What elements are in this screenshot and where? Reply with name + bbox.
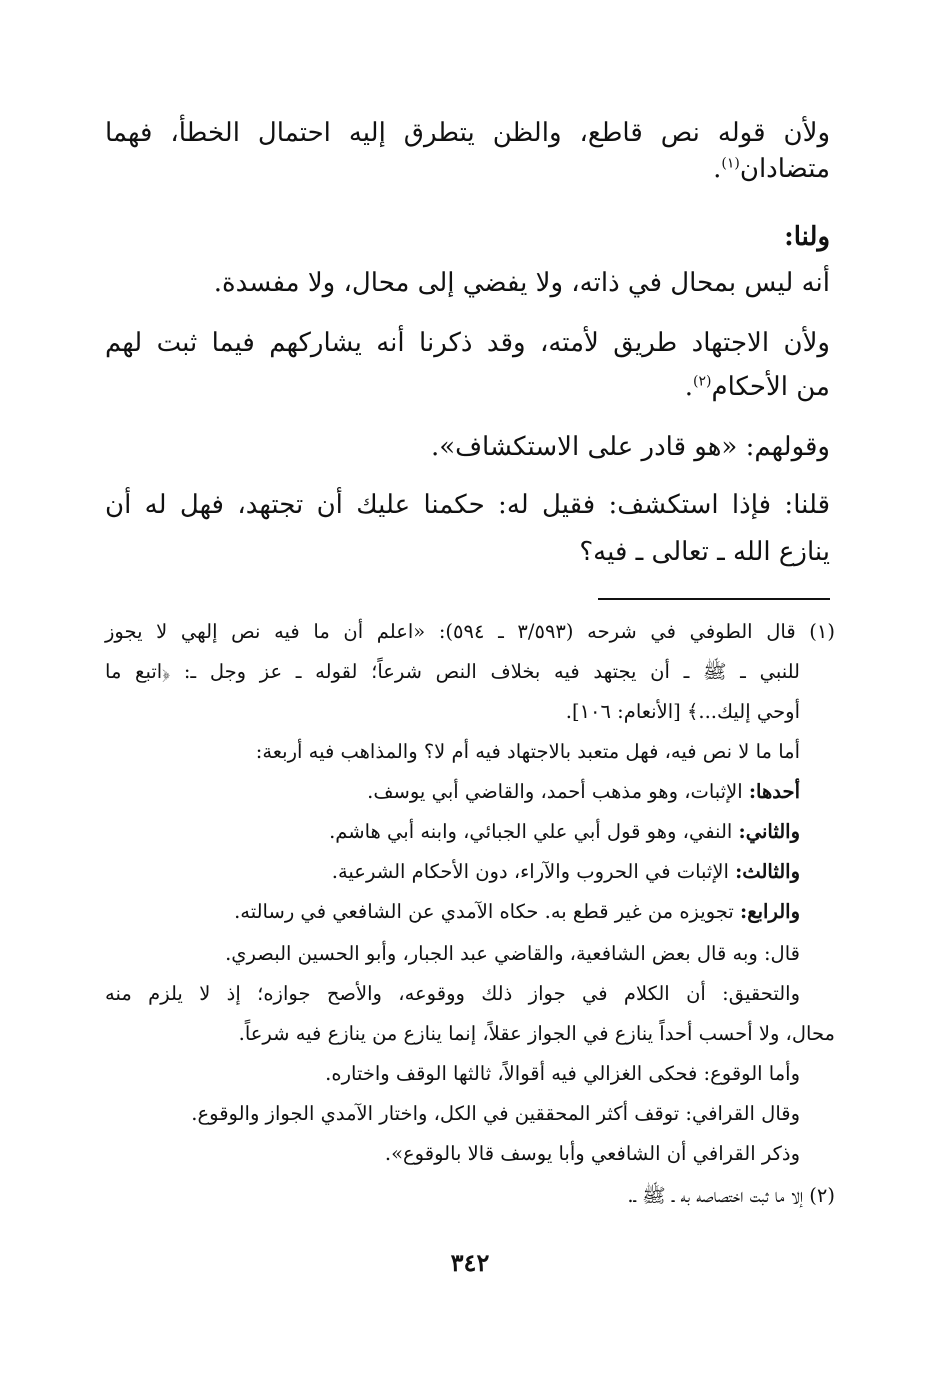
footnote-1-line-13: وقال القرافي: توقف أكثر المحققين في الكل، واختار الآمدي الجواز والوقوع.: [191, 1102, 800, 1125]
footnote-ref-1: (١): [721, 155, 740, 172]
main-paragraph-3-line-1: [105, 328, 830, 358]
main-text-line: ولأن الاجتهاد طريق لأمته، وقد ذكرنا أنه يشاركهم فيما ثبت لهم: [105, 328, 830, 358]
main-text-line: ولأن قوله نص قاطع، والظن يتطرق إليه احتمال الخطأ، فهما: [105, 118, 830, 148]
main-paragraph-3-line-2: [685, 372, 830, 402]
punctuation: .: [684, 372, 694, 402]
page-number: ٣٤٢: [450, 1248, 490, 1277]
footnote-separator: [598, 598, 830, 600]
footnote-1-line-12: وأما الوقوع: فحكى الغزالي فيه أقوالاً، ثالثها الوقف واختاره.: [325, 1062, 800, 1085]
footnote-1-line-2: للنبي ـ ﷺ ـ أن يجتهد فيه بخلاف النص شرعاً؛ لقوله ـ عز وجل ـ: ﴿اتبع ما: [105, 660, 800, 683]
main-paragraph-5-line-2: ينازع الله ـ تعالى ـ فيه؟: [579, 537, 830, 567]
footnote-1-line-10: والتحقيق: أن الكلام في جواز ذلك ووقوعه، والأصح جوازه؛ إذ لا يلزم منه: [105, 982, 800, 1005]
footnote-1-line-6: [329, 820, 800, 843]
main-text-line: من الأحكام: [711, 372, 830, 402]
footnote-1-line-5: [367, 780, 800, 803]
heading-lana: ولنا:: [784, 222, 830, 252]
main-text-line: متضادان: [739, 154, 830, 184]
main-paragraph-4: وقولهم: «هو قادر على الاستكشاف».: [430, 432, 830, 462]
footnote-1-line-1: (١) قال الطوفي في شرحه (٣/٥٩٣ ـ ٥٩٤): «اعلم أن ما فيه نص إلهي لا يجوز: [105, 620, 835, 643]
footnote-1-line-8: [234, 900, 800, 923]
footnote-label: والثالث:: [735, 860, 800, 883]
footnote-2: (٢) إلا ما ثبت اختصاصه به ـ ﷺ ـ.: [627, 1184, 835, 1207]
footnote-text: تجويزه من غير قطع به. حكاه الآمدي عن الشافعي في رسالته.: [234, 900, 734, 923]
footnote-1-line-3: أوحي إليك...﴾ [الأنعام: ١٠٦].: [565, 700, 800, 723]
punctuation: .: [713, 154, 722, 184]
footnote-1-line-11: محال، ولا أحسب أحداً ينازع في الجواز عقلاً، إنما ينازع من ينازع فيه شرعاً.: [238, 1022, 835, 1045]
footnote-label: أحدها:: [748, 780, 800, 803]
footnote-text: النفي، وهو قول أبي علي الجبائي، وابنه أبي هاشم.: [329, 820, 733, 843]
footnote-ref-2: (٢): [693, 373, 712, 390]
footnote-label: والثاني:: [738, 820, 800, 843]
footnote-1-line-9: قال: وبه قال بعض الشافعية، والقاضي عبد الجبار، وأبو الحسين البصري.: [225, 942, 800, 965]
main-paragraph-2: أنه ليس بمحال في ذاته، ولا يفضي إلى محال، ولا مفسدة.: [213, 268, 830, 298]
footnote-label: والرابع:: [740, 900, 800, 923]
footnote-text: الإثبات، وهو مذهب أحمد، والقاضي أبي يوسف.: [367, 780, 743, 803]
footnote-1-line-14: وذكر القرافي أن الشافعي وأبا يوسف قالا بالوقوع».: [384, 1142, 800, 1165]
footnote-1-line-7: [332, 860, 800, 883]
main-paragraph-5-line-1: [105, 490, 830, 520]
main-text-line: قلنا: فإذا استكشف: فقيل له: حكمنا عليك أن تجتهد، فهل له أن: [105, 490, 830, 520]
main-paragraph-1-line-2: [713, 154, 830, 184]
main-paragraph-1-line-1: [105, 118, 830, 148]
footnote-text: الإثبات في الحروب والآراء، دون الأحكام الشرعية.: [331, 860, 729, 883]
footnote-1-line-4: أما ما لا نص فيه، فهل متعبد بالاجتهاد فيه أم لا؟ والمذاهب فيه أربعة:: [255, 740, 800, 763]
